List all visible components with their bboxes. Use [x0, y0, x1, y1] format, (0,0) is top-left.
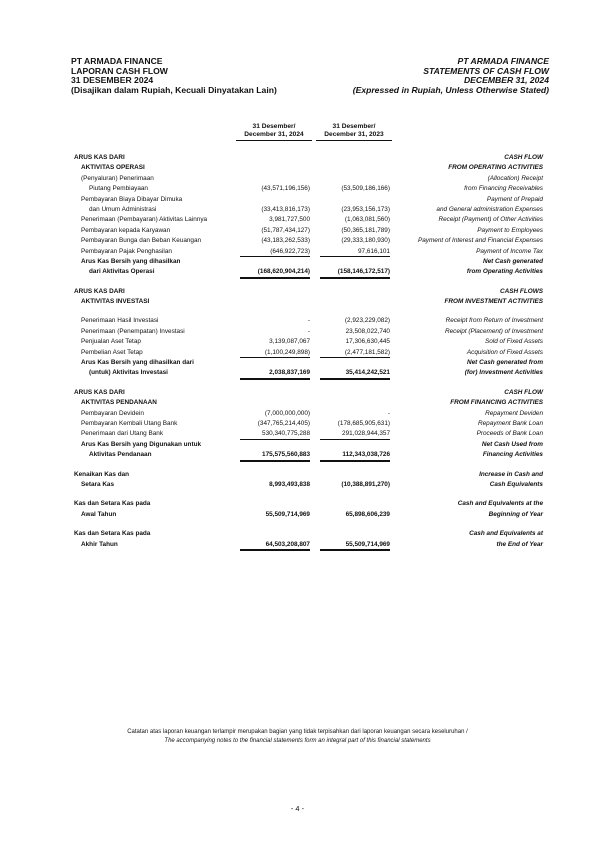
row-label-id: Penjualan Aset Tetap [81, 338, 141, 346]
row-spacer [0, 307, 595, 316]
table-row [0, 358, 595, 368]
row-label-id: AKTIVITAS PENDANAAN [81, 399, 157, 407]
row-label-id: Arus Kas Bersih yang dihasilkan [81, 257, 181, 265]
row-label-id: Penerimaan (Pembayaran) Aktivitas Lainnya [81, 216, 208, 224]
row-label-id: Pembayaran Biaya Dibayar Dimuka [81, 195, 183, 203]
row-label-id: Pembayaran kepada Karyawan [81, 226, 171, 234]
row-label-en: Financing Activities [482, 451, 543, 459]
row-label-en: Sold of Fixed Assets [484, 338, 543, 346]
table-row [0, 267, 595, 277]
row-label-en: FROM FINANCING ACTIVITIES [450, 399, 543, 407]
table-row [0, 398, 595, 408]
table-row [0, 327, 595, 337]
row-label-en: from Financing Receivables [464, 185, 543, 193]
footnote-indonesian: Catatan atas laporan keuangan terlampir merupakan bagian yang tidak terpisahkan dari laporan keuangan secara keseluruhan / [127, 729, 468, 735]
value-2024: (347,765,214,405) [257, 419, 310, 427]
table-row [0, 529, 595, 539]
report-date: 31 DESEMBER 2024 [71, 75, 154, 86]
row-label-en: Acquisition of Fixed Assets [466, 348, 543, 356]
row-label-en: Proceeds of Bank Loan [476, 430, 543, 438]
row-label-en: Receipt (Placement) of Investment [444, 327, 543, 335]
report-currency-note-en: (Expressed in Rupiah, Unless Otherwise Stated) [352, 84, 549, 95]
value-2024: 530,340,775,288 [240, 430, 310, 440]
table-row [0, 236, 595, 246]
row-label-id: AKTIVITAS INVESTASI [81, 298, 150, 306]
table-row [0, 153, 595, 163]
value-2023: 65,898,606,239 [345, 510, 390, 518]
table-row [0, 316, 595, 326]
row-spacer [0, 520, 595, 529]
row-label-en: from Operating Activities [466, 268, 543, 276]
table-row [0, 510, 595, 520]
row-label-en: Repayment Bank Loan [477, 419, 543, 427]
row-label-id: dari Aktivitas Operasi [89, 268, 155, 276]
row-label-en: and General administration Expenses [436, 205, 543, 213]
company-name-en: PT ARMADA FINANCE [457, 56, 549, 66]
table-row [0, 257, 595, 267]
report-title: LAPORAN CASH FLOW [71, 65, 168, 76]
row-label-id: Pembayaran Bunga dan Beban Keuangan [81, 237, 202, 245]
table-row [0, 348, 595, 358]
row-label-id: Pembayaran Pajak Penghasilan [81, 247, 172, 255]
row-label-id: Penerimaan Hasil Investasi [81, 317, 159, 325]
table-row [0, 247, 595, 257]
row-label-id: ARUS KAS DARI [74, 287, 125, 295]
table-row [0, 215, 595, 225]
table-row [0, 429, 595, 439]
row-label-en: Receipt (Payment) of Other Activities [438, 216, 543, 224]
report-title-en: STATEMENTS OF CASH FLOW [423, 65, 549, 76]
value-2023: 291,028,944,357 [320, 430, 390, 440]
row-label-en: Payment of Income Tax [476, 247, 543, 255]
row-spacer [0, 461, 595, 470]
table-row [0, 470, 595, 480]
row-label-id: Setara Kas [81, 480, 115, 488]
row-label-id: Arus Kas Bersih yang dihasilkan dari [81, 359, 194, 367]
value-2024: (1,100,249,898) [240, 349, 310, 359]
report-currency-note: (Disajikan dalam Rupiah, Kecuali Dinyatakan Lain) [71, 84, 277, 95]
row-label-en: CASH FLOW [504, 154, 543, 161]
row-label-en: Net Cash generated from [467, 359, 543, 367]
value-2024: (646,922,723) [240, 248, 310, 258]
column-header-2024 [236, 123, 312, 141]
row-label-en: FROM OPERATING ACTIVITIES [448, 164, 543, 172]
value-2023: 112,343,038,726 [320, 451, 390, 461]
value-2023: 35,414,242,521 [320, 369, 390, 379]
column-header-2023-bottom: December 31, 2023 [316, 131, 392, 141]
value-2023: 17,306,630,445 [345, 338, 390, 346]
report-date-en: DECEMBER 31, 2024 [463, 75, 549, 86]
value-2023: (158,146,172,517) [320, 268, 390, 278]
row-label-id: Pembayaran Devidein [81, 409, 144, 417]
row-label-en: Net Cash Used from [481, 440, 543, 448]
row-spacer [0, 278, 595, 287]
row-label-en: (for) Investment Activities [464, 369, 543, 377]
row-label-en: Payment to Employees [477, 226, 543, 234]
row-label-en: Payment of Interest and Financial Expenses [417, 237, 543, 245]
value-2024: - [307, 327, 310, 335]
table-row [0, 174, 595, 184]
value-2024: (43,183,262,533) [261, 237, 310, 245]
header-right [353, 57, 549, 95]
row-label-id: AKTIVITAS OPERASI [81, 164, 145, 172]
row-label-en: Cash and Equivalents at [469, 530, 543, 538]
column-header-2024-top: 31 Desember/ [252, 123, 296, 130]
value-2023: (1,063,081,560) [344, 216, 390, 224]
row-label-id: Penerimaan (Penempatan) Investasi [81, 327, 185, 335]
column-header-2023 [316, 123, 392, 141]
value-2024: 64,503,208,807 [240, 541, 310, 551]
table-row [0, 337, 595, 347]
table-row [0, 287, 595, 297]
value-2023: (178,685,905,631) [337, 419, 390, 427]
header-left [71, 57, 277, 95]
value-2024: 3,139,087,067 [269, 338, 310, 346]
row-label-id: ARUS KAS DARI [74, 388, 125, 396]
value-2024: (43,571,196,156) [261, 185, 310, 193]
table-row [0, 368, 595, 378]
row-label-id: Awal Tahun [81, 510, 117, 518]
row-label-id: Pembelian Aset Tetap [81, 348, 143, 356]
company-name: PT ARMADA FINANCE [71, 56, 163, 66]
value-2023: 97,616,101 [320, 248, 390, 258]
table-row [0, 163, 595, 173]
footnote [40, 728, 555, 745]
value-2023: (2,477,181,582) [320, 349, 390, 359]
value-2024: 3,981,727,500 [269, 216, 310, 224]
table-row [0, 195, 595, 205]
row-label-en: (Allocation) Receipt [487, 174, 543, 182]
row-label-en: Increase in Cash and [479, 470, 543, 478]
table-row [0, 409, 595, 419]
table-row [0, 419, 595, 429]
row-label-id: (untuk) Aktivitas Investasi [89, 369, 168, 377]
value-2024: 175,575,560,883 [240, 451, 310, 461]
row-label-en: the End of Year [496, 540, 543, 548]
table-row [0, 499, 595, 509]
row-label-id: (Penyaluran) Penerimaan [81, 174, 154, 182]
row-label-en: Payment of Prepaid [486, 195, 543, 203]
value-2024: (7,000,000,000) [264, 409, 310, 417]
table-row [0, 440, 595, 450]
value-2024: 55,509,714,969 [265, 510, 310, 518]
value-2023: (10,388,891,270) [341, 480, 390, 488]
table-row [0, 480, 595, 490]
table-row [0, 205, 595, 215]
table-row [0, 226, 595, 236]
row-label-id: ARUS KAS DARI [74, 154, 125, 161]
row-label-id: Pembayaran Kembali Utang Bank [81, 419, 178, 427]
footnote-english: The accompanying notes to the financial statements form an integral part of this financial statements [164, 737, 431, 744]
row-label-en: Repayment Deviden [485, 409, 543, 417]
table-row [0, 388, 595, 398]
cash-flow-table [0, 153, 595, 550]
row-label-en: Receipt from Return of Investment [445, 317, 543, 325]
value-2023: (2,923,229,082) [344, 317, 390, 325]
row-label-id: Akhir Tahun [81, 540, 118, 548]
table-row [0, 184, 595, 194]
value-2023: - [387, 409, 390, 417]
value-2023: 55,509,714,969 [320, 541, 390, 551]
row-label-en: CASH FLOWS [500, 287, 543, 295]
row-label-en: Cash and Equivalents at the [457, 500, 543, 508]
value-2024: (51,787,434,127) [261, 226, 310, 234]
column-header-2023-top: 31 Desember/ [332, 123, 376, 130]
value-2023: (29,333,180,930) [341, 237, 390, 245]
row-label-id: Penerimaan dari Utang Bank [81, 430, 164, 438]
row-label-id: Kas dan Setara Kas pada [74, 500, 151, 508]
row-label-en: Cash Equivalents [489, 480, 543, 488]
value-2024: 2,038,837,169 [240, 369, 310, 379]
value-2023: (53,509,186,166) [341, 185, 390, 193]
table-row [0, 540, 595, 550]
row-label-id: Kenaikan Kas dan [74, 470, 130, 478]
value-2023: (50,365,181,789) [341, 226, 390, 234]
row-label-id: Kas dan Setara Kas pada [74, 530, 151, 538]
row-label-id: dan Umum Administrasi [89, 205, 157, 213]
value-2024: 8,993,493,838 [269, 480, 310, 488]
row-label-en: CASH FLOW [504, 388, 543, 396]
row-label-id: Arus Kas Bersih yang Digunakan untuk [81, 440, 202, 448]
value-2024: (33,413,816,173) [261, 205, 310, 213]
row-label-en: FROM INVESTMENT ACTIVITIES [444, 298, 543, 306]
row-label-en: Beginning of Year [488, 510, 543, 518]
table-row [0, 297, 595, 307]
column-header-2024-bottom: December 31, 2024 [236, 131, 312, 141]
value-2024: (168,620,904,214) [240, 268, 310, 278]
value-2024: - [307, 317, 310, 325]
value-2023: 23,508,022,740 [345, 327, 390, 335]
row-label-id: Aktivitas Pendanaan [89, 451, 152, 459]
table-row [0, 450, 595, 460]
page-number: - 4 - [290, 804, 305, 813]
value-2023: (23,953,156,173) [341, 205, 390, 213]
row-spacer [0, 379, 595, 388]
row-label-en: Net Cash generated [482, 257, 543, 265]
row-spacer [0, 490, 595, 499]
row-label-id: Piutang Pembiayaan [89, 185, 148, 193]
